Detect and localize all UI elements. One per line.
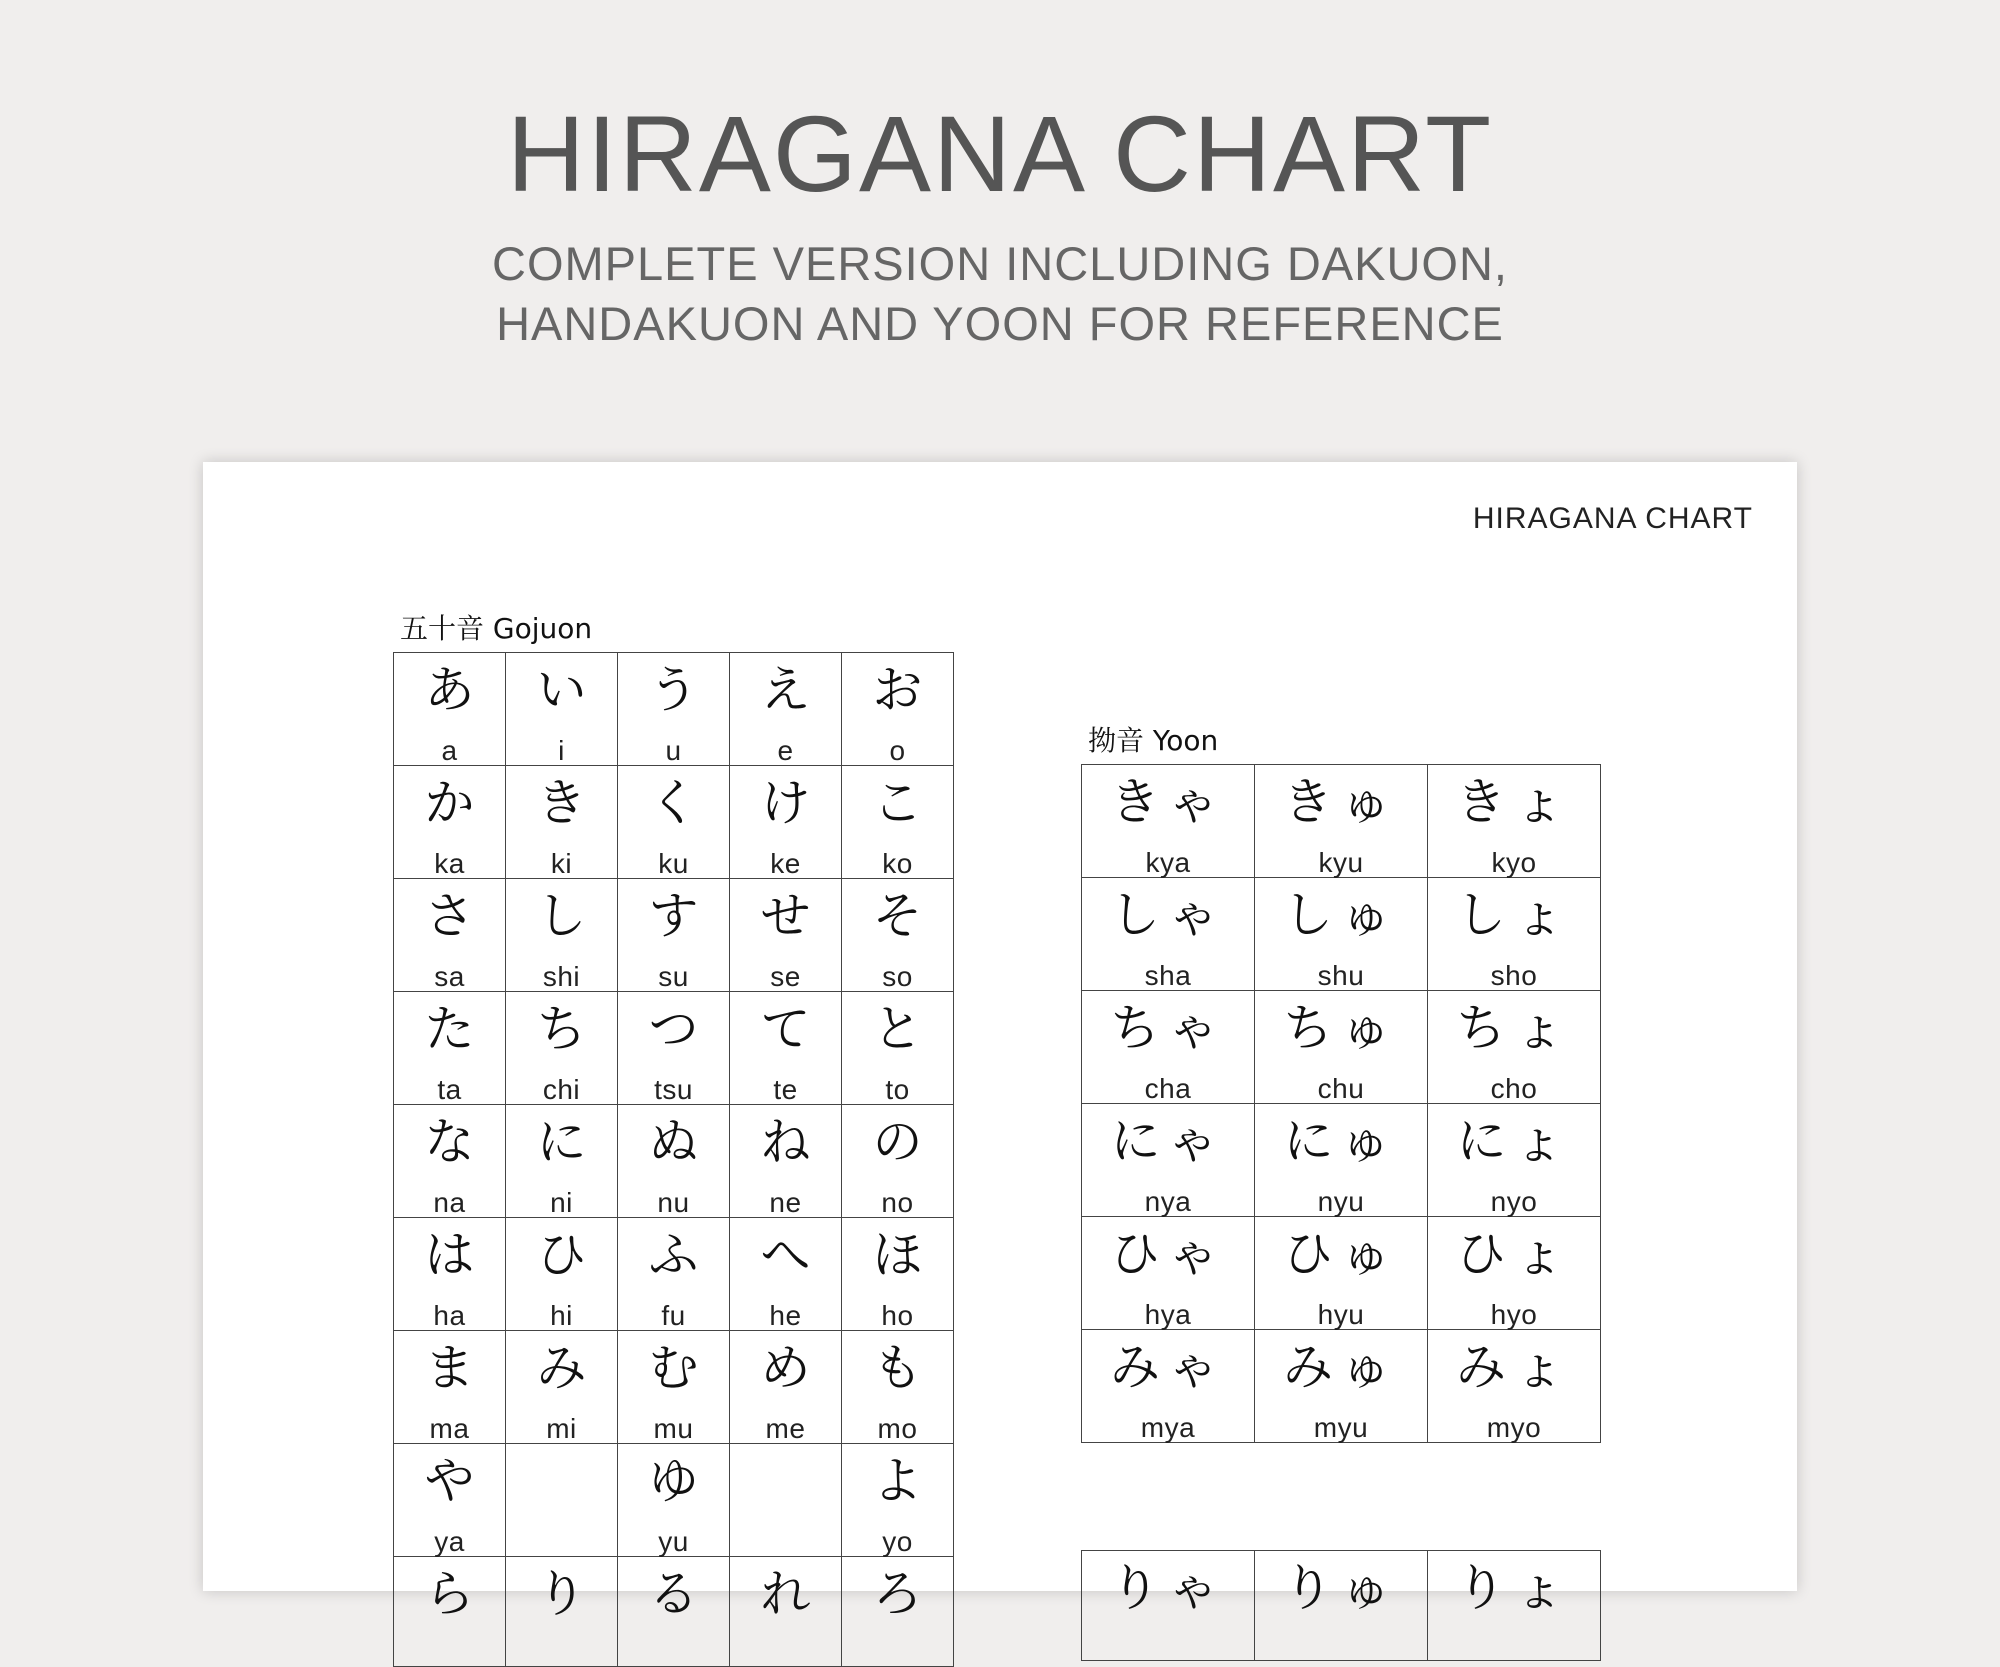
kana-character: きゃ [1110,773,1226,831]
romaji-label: u [665,735,682,766]
kana-character: みょ [1456,1338,1572,1396]
romaji-label: ta [437,1074,462,1105]
kana-cell [842,653,954,766]
romaji-label: he [769,1300,802,1331]
kana-cell [1428,878,1601,991]
kana-character: ひゅ [1283,1225,1399,1283]
romaji-label: mya [1140,1412,1196,1443]
romaji-label: yu [658,1526,689,1557]
kana-character: そ [872,887,923,945]
kana-cell [730,1331,842,1444]
kana-character: にょ [1456,1112,1572,1170]
kana-cell [506,1331,618,1444]
table-row [394,1331,954,1444]
kana-character: みゃ [1110,1338,1226,1396]
kana-character: りょ [1456,1559,1572,1617]
kana-cell [1428,1551,1601,1661]
romaji-label: nyo [1490,1186,1538,1217]
romaji-label: ma [429,1413,470,1444]
kana-character: と [872,1000,923,1058]
table-row [394,1218,954,1331]
kana-character: た [424,1000,475,1058]
kana-cell [506,1557,618,1667]
kana-cell [506,879,618,992]
page-subtitle-line-2: HANDAKUON AND YOON FOR REFERENCE [496,297,1504,350]
kana-character: こ [872,774,923,832]
kana-character: く [648,774,699,832]
kana-character: せ [760,887,811,945]
kana-character: は [424,1226,475,1284]
yoon-table-continued [1081,1550,1601,1661]
yoon-label: 拗音 Yoon [1088,724,1219,757]
kana-cell [842,1218,954,1331]
kana-character: ね [760,1113,811,1171]
romaji-label: ke [770,848,801,879]
kana-cell [618,1444,730,1557]
kana-character: ひょ [1456,1225,1572,1283]
romaji-label: ya [434,1526,465,1557]
kana-character: さ [424,887,475,945]
kana-character: な [424,1113,475,1171]
kana-cell [842,766,954,879]
kana-character: み [536,1339,587,1397]
kana-character: きょ [1456,773,1572,831]
kana-cell [618,1105,730,1218]
empty-cell [506,1444,618,1557]
romaji-label: ho [881,1300,914,1331]
kana-cell [394,1105,506,1218]
table-row [394,1444,954,1557]
kana-character: す [648,887,699,945]
kana-cell [842,1557,954,1667]
table-row [1082,878,1601,991]
table-row [394,1105,954,1218]
kana-character: つ [648,1000,699,1058]
kana-cell [1428,1104,1601,1217]
kana-character: ちょ [1456,999,1572,1057]
kana-cell [1082,878,1255,991]
romaji-label: kya [1145,847,1191,878]
kana-character: お [872,661,923,719]
kana-character: ちゃ [1110,999,1226,1057]
table-row [1082,991,1601,1104]
kana-cell [1082,991,1255,1104]
romaji-label: hyu [1317,1299,1365,1330]
kana-cell [730,1557,842,1667]
romaji-label: hya [1144,1299,1192,1330]
romaji-label: ha [433,1300,466,1331]
kana-character [506,1456,617,1508]
kana-character: れ [760,1565,811,1623]
kana-cell [618,879,730,992]
kana-cell [618,653,730,766]
romaji-label: mi [546,1413,577,1444]
romaji-label: mu [653,1413,694,1444]
kana-character: ろ [872,1565,923,1623]
kana-character: も [872,1339,923,1397]
kana-cell [1428,1217,1601,1330]
kana-cell [1082,1330,1255,1443]
kana-character: ぬ [648,1113,699,1171]
kana-character: みゅ [1283,1338,1399,1396]
kana-cell [506,1218,618,1331]
kana-cell [618,992,730,1105]
kana-character: や [424,1452,475,1510]
kana-character: よ [872,1452,923,1510]
page-title: HIRAGANA CHART [506,93,1494,214]
table-row [394,879,954,992]
romaji-label: kyo [1491,847,1537,878]
kana-cell [730,653,842,766]
table-row [394,992,954,1105]
kana-cell [394,879,506,992]
page-subtitle-line-1: COMPLETE VERSION INCLUDING DAKUON, [492,237,1508,290]
table-row [394,653,954,766]
romaji-label: hyo [1490,1299,1538,1330]
romaji-label: ni [550,1187,573,1218]
kana-character: て [760,1000,811,1058]
kana-character: ゆ [648,1452,699,1510]
kana-character: か [424,774,475,832]
romaji-label: ne [769,1187,802,1218]
kana-character: し [536,887,587,945]
kana-cell [1082,1551,1255,1661]
kana-character: ちゅ [1283,999,1399,1057]
kana-cell [1255,1330,1428,1443]
kana-cell [730,992,842,1105]
kana-cell [1255,1217,1428,1330]
romaji-label: myo [1486,1412,1542,1443]
romaji-label: mo [877,1413,918,1444]
kana-cell [1255,1104,1428,1217]
kana-character: しゃ [1110,886,1226,944]
kana-cell [506,653,618,766]
kana-character: け [760,774,811,832]
kana-cell [1255,878,1428,991]
kana-cell [1255,1551,1428,1661]
kana-character: にゃ [1110,1112,1226,1170]
kana-character: め [760,1339,811,1397]
kana-cell [618,1331,730,1444]
kana-cell [730,1218,842,1331]
romaji-label: su [658,961,689,992]
kana-cell [506,1105,618,1218]
kana-character: ま [424,1339,475,1397]
romaji-label: no [881,1187,914,1218]
kana-cell [1428,765,1601,878]
romaji-label: te [773,1074,798,1105]
romaji-label: sa [434,961,465,992]
table-row [1082,1551,1601,1661]
yoon-table [1081,764,1601,1443]
romaji-label: na [433,1187,466,1218]
kana-character: り [536,1565,587,1623]
romaji-label: yo [882,1526,913,1557]
romaji-label: fu [661,1300,686,1331]
kana-cell [1082,1217,1255,1330]
empty-cell [730,1444,842,1557]
romaji-label: o [889,735,906,766]
romaji-label: shi [542,961,581,992]
romaji-label: ki [550,848,573,879]
kana-cell [1255,991,1428,1104]
sheet-header: HIRAGANA CHART [1472,502,1753,535]
kana-character: しゅ [1283,886,1399,944]
kana-character: ほ [872,1226,923,1284]
kana-character: きゅ [1283,773,1399,831]
romaji-label: chi [542,1074,581,1105]
kana-character: ふ [648,1226,699,1284]
kana-cell [394,1218,506,1331]
romaji-label: hi [550,1300,573,1331]
kana-cell [842,1444,954,1557]
romaji-label: ku [658,848,689,879]
kana-cell [730,1105,842,1218]
romaji-label: myu [1313,1412,1369,1443]
table-row [1082,1330,1601,1443]
kana-cell [506,992,618,1105]
kana-character: に [536,1113,587,1171]
romaji-label: sha [1144,960,1192,991]
kana-cell [842,879,954,992]
kana-cell [618,1218,730,1331]
table-row [1082,1217,1601,1330]
kana-cell [1255,765,1428,878]
kana-cell [394,1331,506,1444]
kana-character: え [760,661,811,719]
kana-cell [730,879,842,992]
kana-character: にゅ [1283,1112,1399,1170]
kana-cell [618,1557,730,1667]
romaji-label: e [777,735,794,766]
kana-character: ち [536,1000,587,1058]
kana-character: りゃ [1110,1559,1226,1617]
kana-character: しょ [1456,886,1572,944]
romaji-label: me [765,1413,806,1444]
romaji-label: kyu [1318,847,1364,878]
kana-cell [506,766,618,879]
romaji-label: i [558,735,565,766]
kana-cell [1082,765,1255,878]
romaji-label: ka [434,848,465,879]
kana-cell [730,766,842,879]
table-row [394,1557,954,1667]
kana-cell [842,1331,954,1444]
kana-character [730,1456,841,1508]
kana-character: りゅ [1283,1559,1399,1617]
romaji-label: to [885,1074,910,1105]
romaji-label: tsu [654,1074,693,1105]
romaji-label: so [882,961,913,992]
romaji-label: ko [882,848,913,879]
kana-cell [842,1105,954,1218]
kana-cell [394,992,506,1105]
romaji-label: cho [1490,1073,1538,1104]
chart-sheet [203,462,1797,1623]
romaji-label: se [770,961,801,992]
gojuon-table [393,652,954,1667]
kana-character: き [536,774,587,832]
kana-character: ひ [536,1226,587,1284]
kana-character: あ [424,661,475,719]
romaji-label: cha [1144,1073,1192,1104]
kana-cell [618,766,730,879]
kana-cell [394,653,506,766]
table-row [394,766,954,879]
table-row [1082,1104,1601,1217]
kana-character: う [648,661,699,719]
kana-character: ら [424,1565,475,1623]
kana-cell [394,1444,506,1557]
kana-character: む [648,1339,699,1397]
romaji-label: chu [1317,1073,1365,1104]
kana-cell [394,1557,506,1667]
romaji-label: nya [1144,1186,1192,1217]
romaji-label: a [441,735,458,766]
kana-character: る [648,1565,699,1623]
romaji-label: shu [1317,960,1365,991]
kana-character: の [872,1113,923,1171]
kana-cell [842,992,954,1105]
kana-cell [1428,1330,1601,1443]
kana-cell [1082,1104,1255,1217]
kana-character: い [536,661,587,719]
romaji-label: nyu [1317,1186,1365,1217]
romaji-label: sho [1490,960,1538,991]
kana-cell [394,766,506,879]
romaji-label: nu [657,1187,690,1218]
gojuon-label: 五十音 Gojuon [400,612,593,645]
kana-character: へ [760,1226,811,1284]
table-row [1082,765,1601,878]
kana-cell [1428,991,1601,1104]
kana-character: ひゃ [1110,1225,1226,1283]
